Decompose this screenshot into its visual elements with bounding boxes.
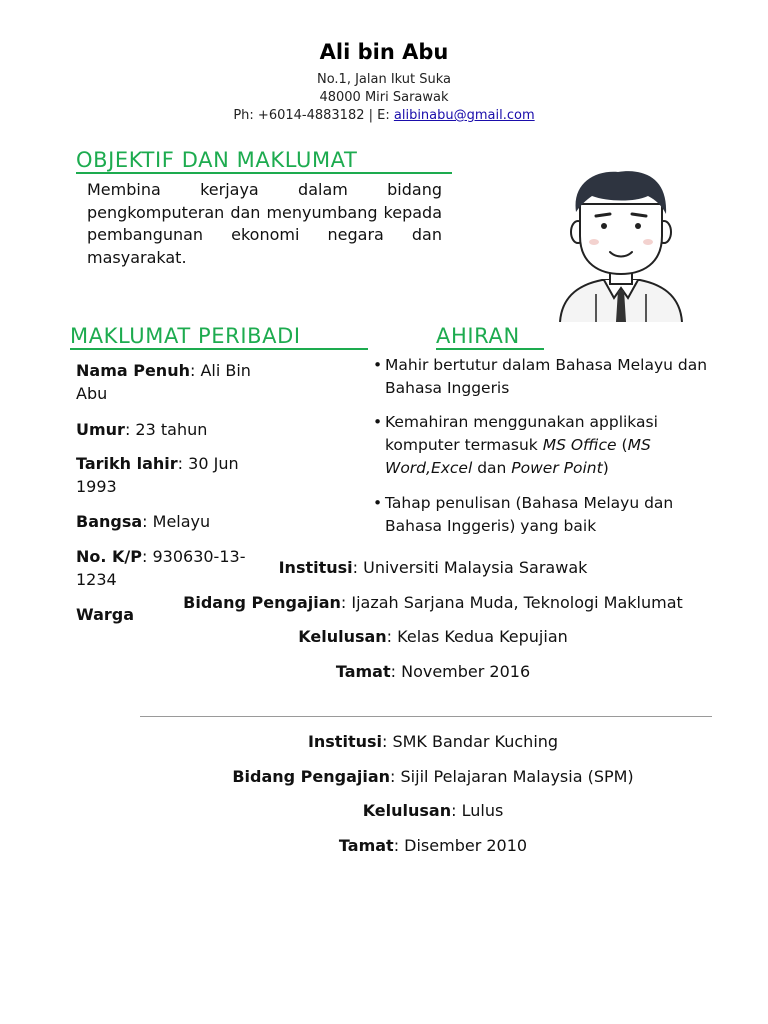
skill-item bbox=[373, 492, 723, 538]
skill-item bbox=[373, 354, 723, 400]
edu-field-of-study bbox=[0, 767, 768, 786]
field-birth-date bbox=[76, 452, 276, 498]
field-label: No. K/P bbox=[76, 547, 142, 566]
avatar-icon bbox=[552, 166, 690, 322]
field-value: : Melayu bbox=[142, 512, 211, 531]
contact-line bbox=[0, 108, 768, 123]
resume-name: Ali bin Abu bbox=[319, 40, 449, 64]
skill-text-part: ) bbox=[602, 459, 609, 477]
field-label: Tarikh lahir bbox=[76, 454, 178, 473]
field-value: : Ali Bin Abu bbox=[76, 361, 251, 403]
edu-label: Kelulusan bbox=[298, 627, 387, 646]
edu-line-box bbox=[183, 593, 683, 612]
edu-value: : Universiti Malaysia Sarawak bbox=[352, 558, 588, 577]
edu-label: Institusi bbox=[307, 732, 382, 751]
field-label: Nama Penuh bbox=[76, 361, 190, 380]
bullet-icon: • bbox=[373, 413, 383, 431]
email-link[interactable]: alibinabu@gmail.com bbox=[393, 108, 535, 123]
objective-heading-underline bbox=[76, 172, 452, 174]
field-value: : 23 tahun bbox=[124, 420, 208, 439]
edu-qualification bbox=[0, 627, 768, 646]
edu-field-of-study bbox=[0, 593, 768, 612]
edu-line-box bbox=[298, 627, 568, 646]
edu-label: Tamat bbox=[335, 662, 391, 681]
skills-heading-underline bbox=[436, 348, 544, 350]
edu-value: : November 2016 bbox=[390, 662, 531, 681]
skill-software-name: Power Point bbox=[511, 459, 603, 477]
objective-heading: OBJEKTIF DAN MAKLUMAT bbox=[76, 148, 358, 172]
edu-qualification bbox=[0, 801, 768, 820]
field-value: : 30 Jun 1993 bbox=[76, 454, 239, 496]
field-race bbox=[76, 510, 276, 533]
bullet-icon: • bbox=[373, 494, 383, 512]
skills-heading: AHIRAN bbox=[436, 324, 520, 348]
personal-heading: MAKLUMAT PERIBADI bbox=[70, 324, 301, 348]
skill-item bbox=[373, 411, 723, 480]
edu-value: : Lulus bbox=[451, 801, 504, 820]
edu-label: Tamat bbox=[338, 836, 394, 855]
edu-value: : Disember 2010 bbox=[393, 836, 528, 855]
bullet-icon: • bbox=[373, 356, 383, 374]
edu-value: : Kelas Kedua Kepujian bbox=[386, 627, 568, 646]
edu-label: Bidang Pengajian bbox=[183, 593, 341, 612]
skill-software-name: MS Word,Excel bbox=[385, 436, 651, 477]
edu-value: : Ijazah Sarjana Muda, Teknologi Maklumat bbox=[340, 593, 683, 612]
phone-text: Ph: +6014-4883182 | E: bbox=[233, 108, 394, 123]
personal-heading-underline bbox=[70, 348, 368, 350]
edu-value: : Sijil Pelajaran Malaysia (SPM) bbox=[390, 767, 634, 786]
section-divider bbox=[140, 716, 712, 717]
field-label: Warga bbox=[76, 605, 135, 624]
edu-value: : SMK Bandar Kuching bbox=[381, 732, 559, 751]
edu-label: Institusi bbox=[278, 558, 353, 577]
skill-text-part: dan bbox=[472, 459, 512, 477]
edu-institution bbox=[0, 732, 768, 751]
field-label: Bangsa bbox=[76, 512, 143, 531]
skill-text-part: ( bbox=[616, 436, 628, 454]
skill-text: Tahap penulisan (Bahasa Melayu dan Bahasa Inggeris) yang baik bbox=[385, 494, 674, 535]
edu-label: Bidang Pengajian bbox=[232, 767, 391, 786]
skill-text: Mahir bertutur dalam Bahasa Melayu dan Bahasa Inggeris bbox=[385, 356, 708, 397]
field-value: : 930630-13-1234 bbox=[76, 547, 246, 589]
edu-line-box bbox=[336, 662, 530, 681]
field-age bbox=[76, 418, 276, 441]
edu-graduation bbox=[0, 836, 768, 855]
edu-line-box bbox=[279, 558, 588, 577]
edu-label: Kelulusan bbox=[362, 801, 452, 820]
skill-software-name: MS Office bbox=[542, 436, 617, 454]
address-line-2: 48000 Miri Sarawak bbox=[319, 90, 449, 105]
objective-text: Membina kerjaya dalam bidang pengkomputeran dan menyumbang kepada pembangunan ekonomi negara dan masyarakat. bbox=[87, 180, 442, 267]
edu-graduation bbox=[0, 662, 768, 681]
edu-institution bbox=[0, 558, 768, 577]
field-label: Umur bbox=[76, 420, 125, 439]
skill-text bbox=[385, 411, 723, 480]
field-full-name bbox=[76, 359, 276, 405]
skill-text-part: Kemahiran menggunakan applikasi komputer termasuk bbox=[385, 413, 658, 454]
address-line-1: No.1, Jalan Ikut Suka bbox=[316, 72, 452, 87]
